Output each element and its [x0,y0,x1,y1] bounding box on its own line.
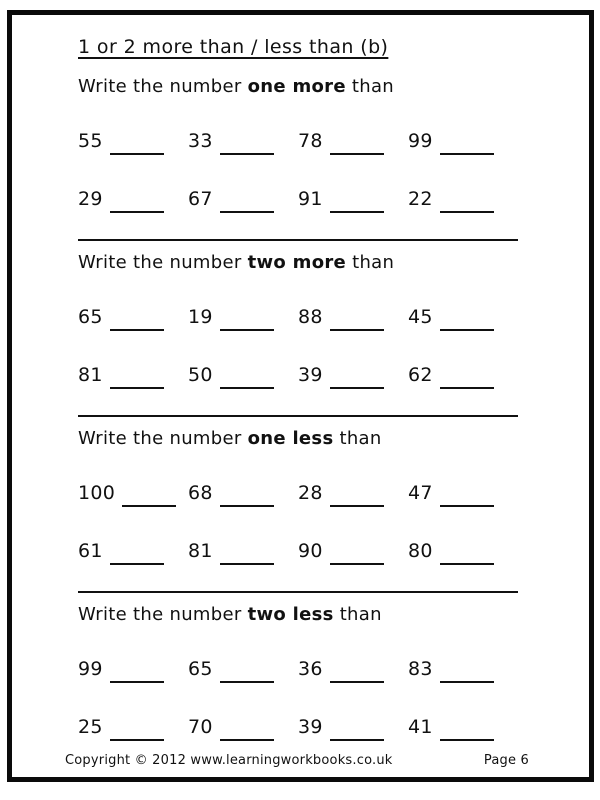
number-label: 36 [298,658,323,680]
heading-bold: one more [247,76,346,97]
number-label: 90 [298,540,323,562]
answer-blank-line [440,201,494,213]
number-label: 39 [298,716,323,738]
answer-blank-line [110,201,164,213]
number-label: 62 [408,364,433,386]
answer-blank-line [330,201,384,213]
heading-bold: one less [247,428,334,449]
heading-prefix: Write the number [78,76,248,97]
page-title: 1 or 2 more than / less than (b) [78,36,389,58]
number-item [78,483,188,507]
number-label: 81 [188,540,213,562]
number-item [78,189,188,213]
answer-blank-line [440,553,494,565]
answer-blank-line [440,319,494,331]
answer-blank-line [220,671,274,683]
number-label: 65 [78,306,103,328]
section-divider [78,415,518,417]
worksheet-content [78,36,518,741]
number-item [298,483,408,507]
answer-blank-line [220,143,274,155]
answer-blank-line [330,143,384,155]
number-item [298,189,408,213]
number-row [78,659,518,683]
number-label: 19 [188,306,213,328]
number-item [188,365,298,389]
section-heading [78,252,518,273]
number-row [78,131,518,155]
number-label: 83 [408,658,433,680]
number-item [78,541,188,565]
number-item [298,659,408,683]
number-label: 22 [408,188,433,210]
number-item [78,365,188,389]
number-item [188,483,298,507]
heading-prefix: Write the number [78,252,248,273]
number-label: 50 [188,364,213,386]
number-label: 33 [188,130,213,152]
section-divider [78,591,518,593]
sections [78,76,518,741]
number-item [188,659,298,683]
page-frame [7,10,594,782]
answer-blank-line [330,671,384,683]
answer-blank-line [110,319,164,331]
page-number: Page 6 [483,753,529,768]
answer-blank-line [122,495,176,507]
number-item [298,307,408,331]
number-label: 41 [408,716,433,738]
worksheet-section [78,239,518,389]
section-heading [78,428,518,449]
answer-blank-line [110,553,164,565]
section-heading [78,76,518,97]
number-row [78,189,518,213]
number-label: 80 [408,540,433,562]
answer-blank-line [330,319,384,331]
number-item [408,717,518,741]
heading-suffix: than [345,76,394,97]
heading-suffix: than [333,428,382,449]
number-label: 81 [78,364,103,386]
number-item [78,717,188,741]
number-item [78,659,188,683]
answer-blank-line [330,553,384,565]
answer-blank-line [330,729,384,741]
number-label: 55 [78,130,103,152]
answer-blank-line [440,671,494,683]
number-label: 45 [408,306,433,328]
page-footer [65,753,529,768]
number-item [408,307,518,331]
answer-blank-line [220,201,274,213]
answer-blank-line [220,377,274,389]
answer-blank-line [440,143,494,155]
answer-blank-line [110,143,164,155]
number-label: 39 [298,364,323,386]
number-item [408,131,518,155]
number-label: 88 [298,306,323,328]
answer-blank-line [220,495,274,507]
answer-blank-line [330,377,384,389]
number-item [298,541,408,565]
number-label: 25 [78,716,103,738]
number-item [188,307,298,331]
answer-blank-line [440,377,494,389]
heading-bold: two more [247,252,347,273]
number-item [188,717,298,741]
number-item [298,717,408,741]
section-heading [78,604,518,625]
heading-bold: two less [247,604,334,625]
answer-blank-line [110,671,164,683]
number-label: 70 [188,716,213,738]
answer-blank-line [220,729,274,741]
number-label: 67 [188,188,213,210]
number-label: 100 [78,482,116,504]
number-item [188,131,298,155]
number-row [78,307,518,331]
heading-suffix: than [333,604,382,625]
heading-prefix: Write the number [78,604,248,625]
number-item [298,131,408,155]
heading-suffix: than [346,252,395,273]
number-item [188,541,298,565]
number-label: 99 [78,658,103,680]
section-divider [78,239,518,241]
number-item [78,307,188,331]
number-item [408,365,518,389]
number-label: 47 [408,482,433,504]
number-item [408,659,518,683]
answer-blank-line [440,495,494,507]
number-row [78,483,518,507]
number-row [78,717,518,741]
worksheet-section [78,415,518,565]
copyright-text: Copyright © 2012 www.learningworkbooks.co.uk [65,753,393,768]
answer-blank-line [110,729,164,741]
answer-blank-line [330,495,384,507]
number-label: 65 [188,658,213,680]
number-label: 28 [298,482,323,504]
answer-blank-line [220,319,274,331]
number-row [78,541,518,565]
number-label: 68 [188,482,213,504]
number-item [78,131,188,155]
number-label: 29 [78,188,103,210]
number-item [298,365,408,389]
answer-blank-line [220,553,274,565]
number-label: 78 [298,130,323,152]
worksheet-section [78,591,518,741]
heading-prefix: Write the number [78,428,248,449]
worksheet-section [78,76,518,213]
number-row [78,365,518,389]
number-label: 99 [408,130,433,152]
number-item [408,541,518,565]
number-item [188,189,298,213]
number-item [408,189,518,213]
number-label: 91 [298,188,323,210]
number-label: 61 [78,540,103,562]
answer-blank-line [440,729,494,741]
number-item [408,483,518,507]
answer-blank-line [110,377,164,389]
